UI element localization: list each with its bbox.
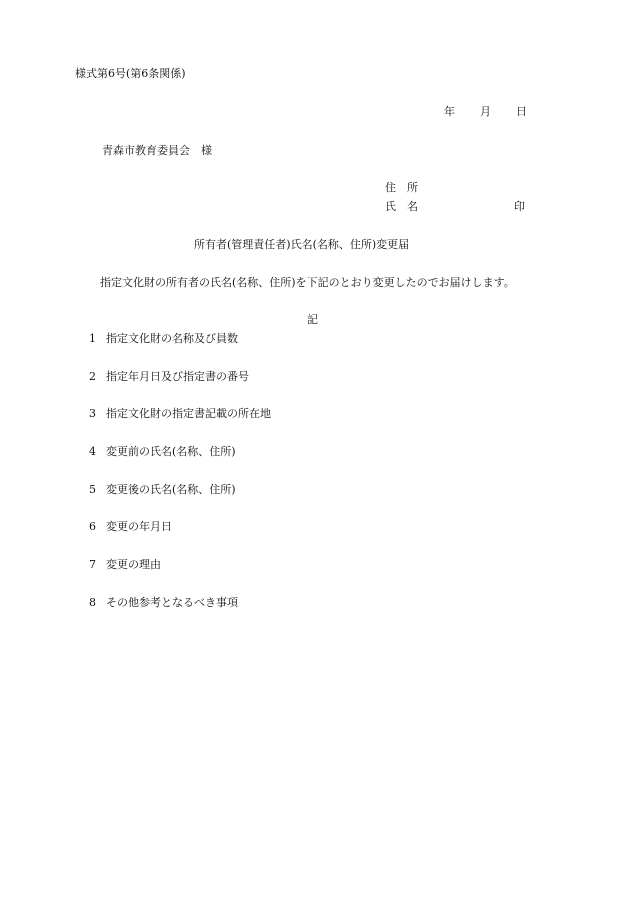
item-number: 6: [89, 520, 96, 533]
item-number: 5: [89, 483, 96, 496]
item-number: 2: [89, 370, 96, 383]
item-number: 8: [89, 596, 96, 609]
name-label: 氏 名: [385, 200, 418, 213]
date-month-label: 月: [480, 105, 491, 118]
addressee: 青森市教育委員会 様: [102, 144, 212, 157]
address-label: 住 所: [385, 181, 418, 194]
seal-label: 印: [514, 200, 525, 213]
ki-heading: 記: [307, 313, 318, 326]
item-text: その他参考となるべき事項: [106, 596, 238, 609]
item-number: 4: [89, 445, 96, 458]
body-text: 指定文化財の所有者の氏名(名称、住所)を下記のとおり変更したのでお届けします。: [100, 276, 515, 289]
item-text: 変更の年月日: [106, 520, 172, 533]
item-text: 変更後の氏名(名称、住所): [106, 483, 236, 496]
document-title: 所有者(管理責任者)氏名(名称、住所)変更届: [194, 238, 410, 251]
item-text: 変更の理由: [106, 558, 161, 571]
item-number: 7: [89, 558, 96, 571]
item-number: 3: [89, 407, 96, 420]
form-number: 様式第6号(第6条関係): [75, 67, 186, 80]
item-text: 指定文化財の指定書記載の所在地: [106, 407, 271, 420]
item-text: 指定文化財の名称及び員数: [106, 332, 238, 345]
item-text: 指定年月日及び指定書の番号: [106, 370, 249, 383]
date-day-label: 日: [516, 105, 527, 118]
date-year-label: 年: [444, 105, 455, 118]
item-text: 変更前の氏名(名称、住所): [106, 445, 236, 458]
item-number: 1: [89, 332, 96, 345]
